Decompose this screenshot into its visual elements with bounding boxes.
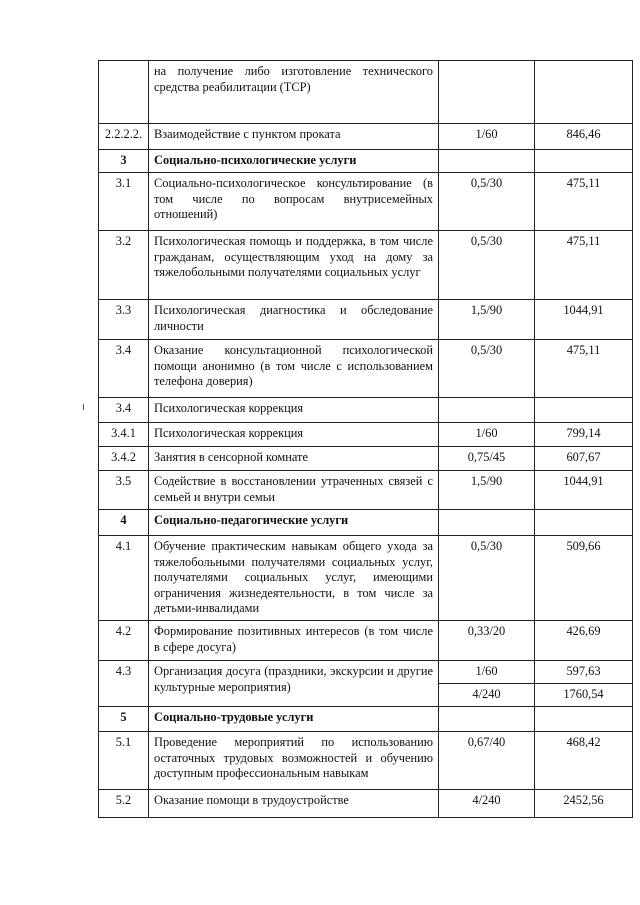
table-row	[99, 447, 633, 471]
table-row	[99, 340, 633, 398]
service-price: 607,67	[535, 447, 633, 471]
service-price	[535, 398, 633, 423]
time-norm: 1,5/90	[439, 300, 535, 340]
service-name: Психологическая коррекция	[149, 398, 439, 423]
table-row	[99, 790, 633, 818]
time-norm: 0,5/30	[439, 173, 535, 231]
table-row	[99, 61, 633, 124]
time-norm: 0,5/30	[439, 231, 535, 300]
row-number: 5.2	[99, 790, 149, 818]
table-row	[99, 423, 633, 447]
time-norm: 4/240	[439, 790, 535, 818]
service-price	[535, 510, 633, 536]
services-table	[98, 60, 633, 818]
time-norm	[439, 707, 535, 732]
service-price: 1760,54	[535, 684, 633, 707]
row-number: 2.2.2.2.	[99, 124, 149, 150]
service-price	[535, 61, 633, 124]
service-name: Социально-педагогические услуги	[149, 510, 439, 536]
services-table-body	[99, 61, 633, 818]
service-name: на получение либо изготовление технического средства реабилитации (ТСР)	[149, 61, 439, 124]
table-row	[99, 621, 633, 661]
service-name: Социально-психологические услуги	[149, 150, 439, 173]
service-price	[535, 150, 633, 173]
service-price: 475,11	[535, 173, 633, 231]
service-name: Оказание помощи в трудоустройстве	[149, 790, 439, 818]
table-row	[99, 173, 633, 231]
service-name: Взаимодействие с пунктом проката	[149, 124, 439, 150]
row-number: 4	[99, 510, 149, 536]
time-norm: 0,5/30	[439, 536, 535, 621]
row-number: 4.1	[99, 536, 149, 621]
service-price: 475,11	[535, 340, 633, 398]
row-number: 4.3	[99, 661, 149, 707]
time-norm: 1/60	[439, 124, 535, 150]
table-row	[99, 300, 633, 340]
service-price: 799,14	[535, 423, 633, 447]
service-price: 468,42	[535, 732, 633, 790]
margin-tick-mark	[83, 404, 84, 410]
row-number: 3.5	[99, 471, 149, 510]
time-norm: 1,5/90	[439, 471, 535, 510]
service-name: Психологическая коррекция	[149, 423, 439, 447]
time-norm: 0,75/45	[439, 447, 535, 471]
time-norm: 4/240	[439, 684, 535, 707]
row-number: 3.4	[99, 340, 149, 398]
service-name: Оказание консультационной психологической помощи анонимно (в том числе с использованием телефона доверия)	[149, 340, 439, 398]
row-number: 3.4.2	[99, 447, 149, 471]
row-number: 5	[99, 707, 149, 732]
service-name: Содействие в восстановлении утраченных связей с семьей и внутри семьи	[149, 471, 439, 510]
time-norm: 1/60	[439, 661, 535, 684]
service-price: 2452,56	[535, 790, 633, 818]
table-row	[99, 231, 633, 300]
service-name: Занятия в сенсорной комнате	[149, 447, 439, 471]
service-name: Проведение мероприятий по использованию остаточных трудовых возможностей и обучению доступным профессиональным навыкам	[149, 732, 439, 790]
time-norm: 0,33/20	[439, 621, 535, 661]
service-price: 426,69	[535, 621, 633, 661]
row-number: 3.4.1	[99, 423, 149, 447]
service-price: 509,66	[535, 536, 633, 621]
table-row	[99, 471, 633, 510]
time-norm: 0,5/30	[439, 340, 535, 398]
row-number: 4.2	[99, 621, 149, 661]
time-norm	[439, 398, 535, 423]
table-row	[99, 398, 633, 423]
row-number: 3	[99, 150, 149, 173]
service-name: Социально-психологическое консультирование (в том числе по вопросам внутрисемейных отношений)	[149, 173, 439, 231]
row-number	[99, 61, 149, 124]
service-price: 846,46	[535, 124, 633, 150]
row-number: 3.2	[99, 231, 149, 300]
time-norm: 1/60	[439, 423, 535, 447]
section-row	[99, 150, 633, 173]
row-number: 3.1	[99, 173, 149, 231]
service-name: Психологическая диагностика и обследование личности	[149, 300, 439, 340]
time-norm	[439, 150, 535, 173]
service-price: 597,63	[535, 661, 633, 684]
service-name: Организация досуга (праздники, экскурсии и другие культурные мероприятия)	[149, 661, 439, 707]
table-row	[99, 732, 633, 790]
time-norm	[439, 510, 535, 536]
service-price: 1044,91	[535, 300, 633, 340]
time-norm: 0,67/40	[439, 732, 535, 790]
service-name: Формирование позитивных интересов (в том числе в сфере досуга)	[149, 621, 439, 661]
table-row	[99, 661, 633, 684]
service-price: 1044,91	[535, 471, 633, 510]
table-row	[99, 536, 633, 621]
row-number: 5.1	[99, 732, 149, 790]
row-number: 3.3	[99, 300, 149, 340]
service-name: Обучение практическим навыкам общего ухода за тяжелобольными получателями социальных услуг, получателями социальных услуг, имеющими ограничения жизнедеятельности, в том числе за детьми-инвалидами	[149, 536, 439, 621]
section-row	[99, 707, 633, 732]
service-name: Психологическая помощь и поддержка, в том числе гражданам, осуществляющим уход на дому за тяжелобольными получателями социальных услуг	[149, 231, 439, 300]
row-number: 3.4	[99, 398, 149, 423]
service-price	[535, 707, 633, 732]
table-row	[99, 124, 633, 150]
time-norm	[439, 61, 535, 124]
service-price: 475,11	[535, 231, 633, 300]
section-row	[99, 510, 633, 536]
service-name: Социально-трудовые услуги	[149, 707, 439, 732]
